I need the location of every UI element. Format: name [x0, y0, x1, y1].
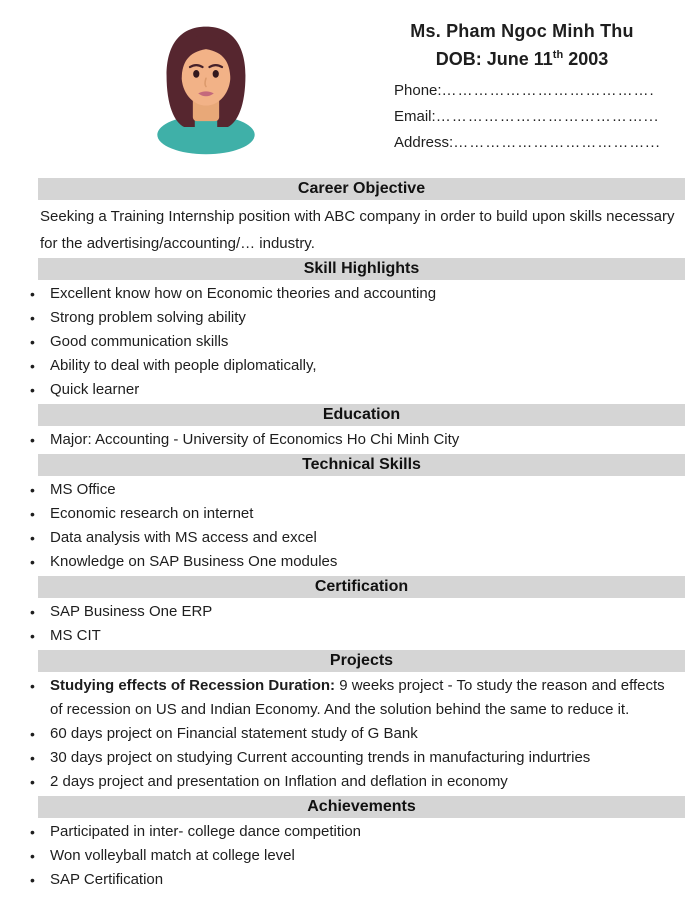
section-header-education: Education [38, 404, 685, 426]
date-of-birth [388, 48, 656, 70]
technical-skills-list [28, 478, 675, 574]
technical-skill-item: • MS Office [28, 478, 675, 502]
project-lead-description: 9 weeks project - To study the reason and effects of recession on US and Indian Economy. And the solution behind the same to reduce it. [50, 677, 665, 718]
address-line [394, 130, 661, 156]
skill-item: • Ability to deal with people diplomatically, [28, 354, 675, 378]
skill-item: • Excellent know how on Economic theories and accounting [28, 282, 675, 306]
career-objective-text [40, 200, 680, 258]
skill-highlights-list [28, 282, 675, 402]
section-header-career-objective: Career Objective [38, 178, 685, 200]
contact-block [388, 78, 661, 156]
section-technical-skills [0, 454, 700, 574]
project-item: • 30 days project on studying Current accounting trends in manufacturing indurtries [28, 746, 675, 770]
education-item: • Major: Accounting - University of Economics Ho Chi Minh City [28, 428, 675, 452]
phone-label: Phone: [394, 82, 442, 99]
project-lead-title: Studying effects of Recession Duration: [50, 677, 336, 694]
email-dotted-blank: …………………………………... [435, 108, 660, 125]
certification-item: • MS CIT [28, 624, 675, 648]
section-career-objective [0, 178, 700, 258]
project-item: • 2 days project and presentation on Inflation and deflation in economy [28, 770, 675, 794]
skill-item: • Good communication skills [28, 330, 675, 354]
phone-dotted-blank: …………………………………. [441, 82, 655, 99]
section-projects [0, 650, 700, 794]
project-item: • 60 days project on Financial statement study of G Bank [28, 722, 675, 746]
skill-item: • Quick learner [28, 378, 675, 402]
career-objective-line-2: for the advertising/accounting/… industry. [40, 235, 315, 252]
achievement-item: • Participated in inter- college dance competition [28, 820, 675, 844]
career-objective-line-1: Seeking a Training Internship position with ABC company in order to build upon skills necessary [40, 208, 675, 225]
certification-list [28, 600, 675, 648]
section-certification [0, 576, 700, 648]
phone-line [394, 78, 656, 104]
section-header-technical-skills: Technical Skills [38, 454, 685, 476]
section-education [0, 404, 700, 452]
candidate-name: Ms. Pham Ngoc Minh Thu [410, 21, 634, 41]
project-item-lead [28, 674, 675, 722]
projects-list [28, 674, 675, 794]
dob-text: DOB: June 11 [435, 49, 553, 69]
address-label: Address: [394, 134, 454, 151]
skill-item: • Strong problem solving ability [28, 306, 675, 330]
section-header-skill-highlights: Skill Highlights [38, 258, 685, 280]
technical-skill-item: • Data analysis with MS access and excel [28, 526, 675, 550]
section-header-certification: Certification [38, 576, 685, 598]
email-label: Email: [394, 108, 436, 125]
identity-block [388, 20, 661, 156]
achievement-item: • Won volleyball match at college level [28, 844, 675, 868]
section-skill-highlights [0, 258, 700, 402]
achievements-list [28, 820, 675, 892]
dob-ordinal-superscript: th [552, 49, 564, 61]
woman-avatar-icon [150, 20, 262, 158]
dob-year: 2003 [563, 49, 609, 69]
education-list [28, 428, 675, 452]
resume-header [0, 0, 700, 178]
technical-skill-item: • Economic research on internet [28, 502, 675, 526]
section-achievements [0, 796, 700, 892]
address-dotted-blank: ………………………………... [453, 134, 661, 151]
certification-item: • SAP Business One ERP [28, 600, 675, 624]
avatar [150, 20, 262, 158]
email-line [394, 104, 660, 130]
achievement-item: • SAP Certification [28, 868, 675, 892]
section-header-projects: Projects [38, 650, 685, 672]
technical-skill-item: • Knowledge on SAP Business One modules [28, 550, 675, 574]
section-header-achievements: Achievements [38, 796, 685, 818]
